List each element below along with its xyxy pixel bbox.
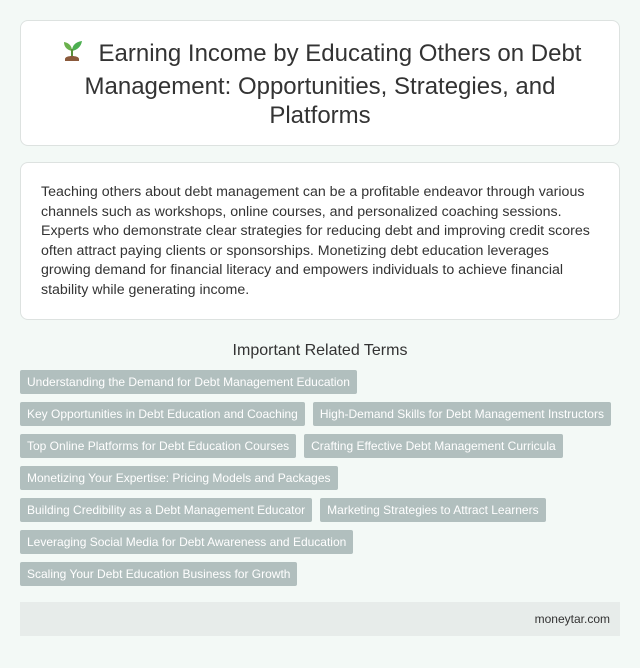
footer-site-link[interactable]: moneytar.com <box>534 612 610 626</box>
term-tag[interactable]: Top Online Platforms for Debt Education Courses <box>20 434 296 458</box>
term-tag[interactable]: Monetizing Your Expertise: Pricing Models and Packages <box>20 466 338 490</box>
term-tag[interactable]: Scaling Your Debt Education Business for Growth <box>20 562 297 586</box>
term-tag[interactable]: Crafting Effective Debt Management Curricula <box>304 434 563 458</box>
description-card <box>20 162 620 320</box>
footer <box>20 602 620 636</box>
page-title-text: Earning Income by Educating Others on Debt Management: Opportunities, Strategies, and Platforms <box>84 39 582 129</box>
page-title <box>51 37 589 130</box>
related-terms-list <box>20 370 620 594</box>
term-tag[interactable]: Understanding the Demand for Debt Management Education <box>20 370 357 394</box>
term-tag[interactable]: Building Credibility as a Debt Management Educator <box>20 498 312 522</box>
term-tag[interactable]: Leveraging Social Media for Debt Awareness and Education <box>20 530 353 554</box>
title-card <box>20 20 620 146</box>
sprout-icon <box>59 37 85 72</box>
term-tag[interactable]: High-Demand Skills for Debt Management Instructors <box>313 402 611 426</box>
description-text: Teaching others about debt management can be a profitable endeavor through various channels such as workshops, online courses, and personalized coaching sessions. Experts who demonstrate clear strategies for reducing debt and improving credit scores often attract paying clients or sponsorships. Monetizing debt education leverages growing demand for financial literacy and empowers individuals to achieve financial stability while generating income. <box>41 184 590 298</box>
term-tag[interactable]: Key Opportunities in Debt Education and Coaching <box>20 402 305 426</box>
related-terms-title: Important Related Terms <box>232 342 408 359</box>
term-tag[interactable]: Marketing Strategies to Attract Learners <box>320 498 545 522</box>
